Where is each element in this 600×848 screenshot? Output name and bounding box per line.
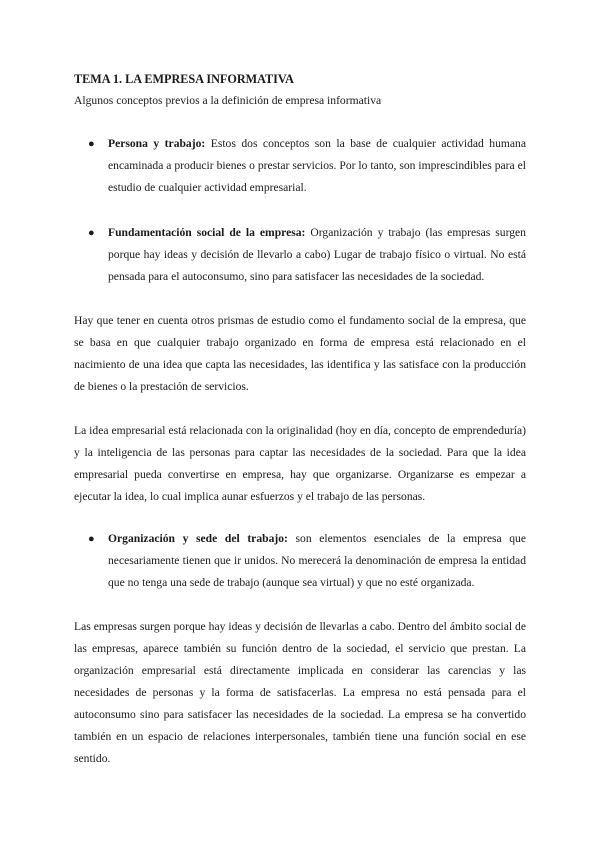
bullet-persona-trabajo: [88, 133, 526, 199]
paragraph-idea-empresarial: La idea empresarial está relacionada con la originalidad (hoy en día, concepto de emprendeduría) y la inteligencia de las personas para captar las necesidades de la sociedad. Para que la idea empresarial pueda convertirse en empresa, hay que organizarse. Organizarse es empezar a ejecutar la idea, lo cual implica aunar esfuerzos y el trabajo de las personas.: [74, 424, 526, 503]
paragraph-fundamento-social: Hay que tener en cuenta otros prismas de estudio como el fundamento social de la empresa, que se basa en que cualquier trabajo organizado en forma de empresa está relacionado en el nacimiento de una idea que capta las necesidades, las identifica y las satisface con la producción de bienes o la prestación de servicios.: [74, 314, 526, 393]
bullet-text: Estos dos conceptos son la base de cualquier actividad humana encaminada a producir bienes o prestar servicios. Por lo tanto, son imprescindibles para el estudio de cualquier actividad empresarial.: [108, 137, 526, 194]
bullet-fundamentacion-social: [88, 222, 526, 288]
bullet-term: Fundamentación social de la empresa:: [108, 226, 306, 239]
bullet-text: son elementos esenciales de la empresa que necesariamente tienen que ir unidos. No merecerá la denominación de empresa la entidad que no tenga una sede de trabajo (aunque sea virtual) y que no esté organizada.: [108, 532, 526, 589]
bullet-icon: ●: [88, 533, 95, 545]
bullet-term: Persona y trabajo:: [108, 137, 206, 150]
document-title: TEMA 1. LA EMPRESA INFORMATIVA: [74, 72, 294, 86]
paragraph-empresas-surgen: Las empresas surgen porque hay ideas y decisión de llevarlas a cabo. Dentro del ámbito social de las empresas, aparece también su función dentro de la sociedad, el servicio que prestan. La organización empresarial está directamente implicada en considerar las carencias y las necesidades de personas y la forma de satisfacerlas. La empresa no está pensada para el autoconsumo sino para satisfacer las necesidades de la sociedad. La empresa se ha convertido también en un espacio de relaciones interpersonales, también tiene una función social en ese sentido.: [74, 620, 526, 765]
bullet-term: Organización y sede del trabajo:: [108, 532, 288, 545]
bullet-icon: ●: [88, 138, 95, 150]
bullet-organizacion-sede: [88, 528, 526, 594]
bullet-icon: ●: [88, 227, 95, 239]
document-subtitle: Algunos conceptos previos a la definición de empresa informativa: [74, 94, 382, 107]
bullet-text: Organización y trabajo (las empresas surgen porque hay ideas y decisión de llevarlo a cabo) Lugar de trabajo físico o virtual. No está pensada para el autoconsumo, sino para satisfacer las necesidades de la sociedad.: [108, 226, 526, 283]
